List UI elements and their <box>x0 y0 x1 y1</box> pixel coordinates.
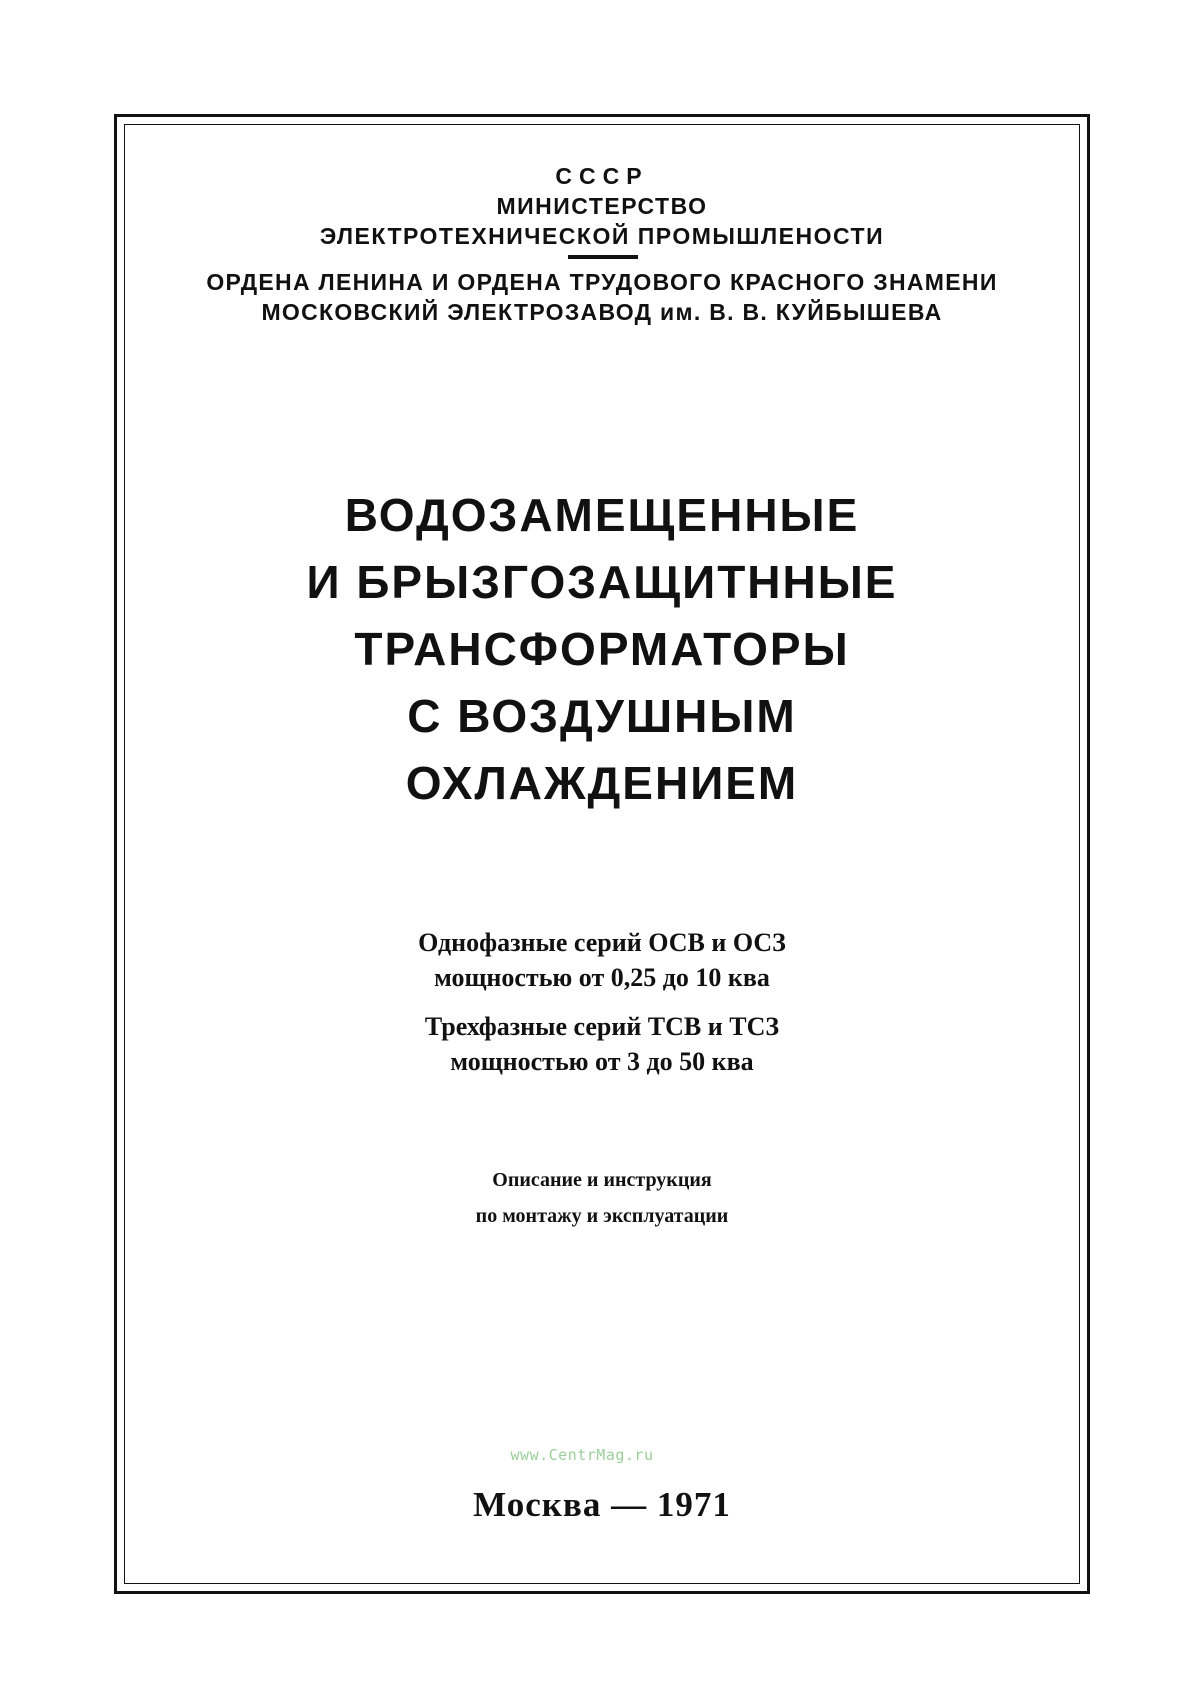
description-line-1: Описание и инструкция <box>492 1169 712 1191</box>
manufacturer-line-1: ОРДЕНА ЛЕНИНА И ОРДЕНА ТРУДОВОГО КРАСНОГО ЗНАМЕНИ <box>206 269 998 295</box>
three-phase-series: Трехфазные серий ТСВ и ТСЗ <box>424 1012 780 1041</box>
ministry-line-1: МИНИСТЕРСТВО <box>496 193 708 219</box>
ministry-header <box>117 161 1087 251</box>
title-line-3: ТРАНСФОРМАТОРЫ <box>354 623 850 675</box>
watermark-url: www.CentrMag.ru <box>510 1446 654 1464</box>
description-line-2: по монтажу и эксплуатации <box>475 1205 729 1227</box>
title-line-5: ОХЛАЖДЕНИЕМ <box>405 757 799 809</box>
inner-border <box>124 124 1080 1584</box>
three-phase-power: мощностью от 3 до 50 ква <box>450 1047 754 1076</box>
title-line-2: И БРЫЗГОЗАЩИТННЫЕ <box>306 556 898 608</box>
publication-imprint: Москва — 1971 <box>473 1485 731 1524</box>
document-title <box>117 482 1087 817</box>
page-border <box>114 114 1090 1594</box>
ministry-line-2: ЭЛЕКТРОТЕХНИЧЕСКОЙ ПРОМЫШЛЕНОСТИ <box>319 223 885 249</box>
single-phase-power: мощностью от 0,25 до 10 ква <box>434 963 770 992</box>
country-label: СССР <box>555 163 649 189</box>
document-description <box>117 1162 1087 1234</box>
header-divider <box>568 255 638 259</box>
manufacturer-line-2: МОСКОВСКИЙ ЭЛЕКТРОЗАВОД им. В. В. КУЙБЫШЕВА <box>261 299 943 325</box>
manufacturer-header <box>117 267 1087 327</box>
title-line-4: С ВОЗДУШНЫМ <box>407 690 797 742</box>
series-specs <box>117 925 1087 1079</box>
single-phase-series: Однофазные серий ОСВ и ОСЗ <box>418 928 786 957</box>
title-line-1: ВОДОЗАМЕЩЕННЫЕ <box>344 489 860 541</box>
